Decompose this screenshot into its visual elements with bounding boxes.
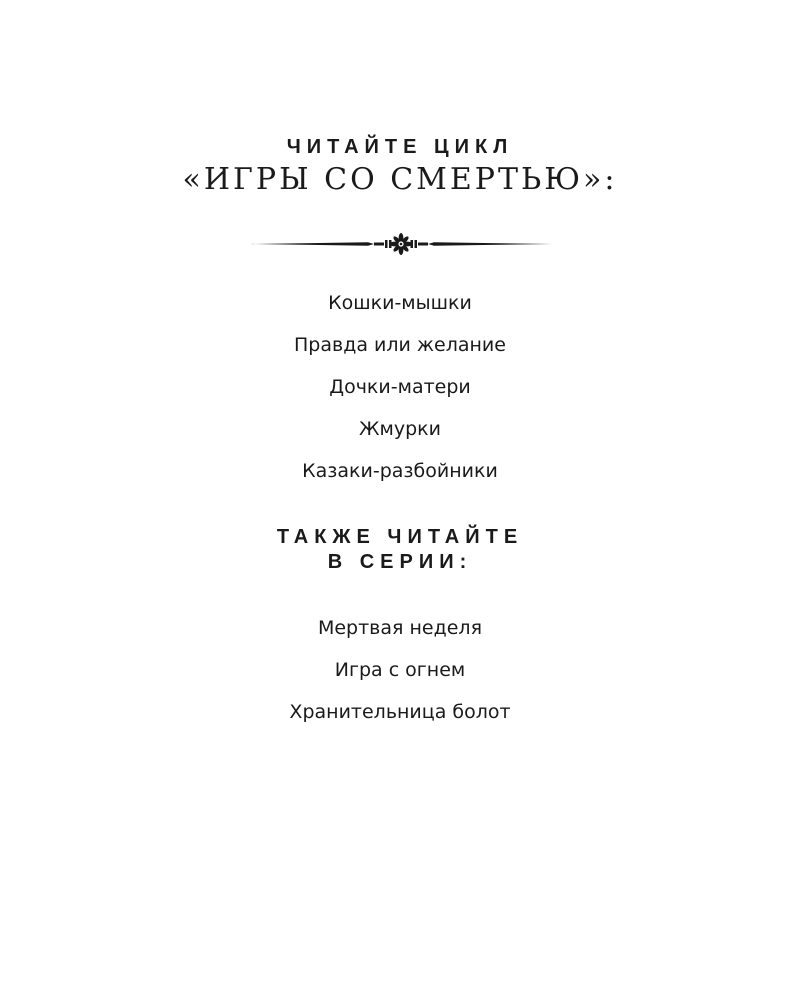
book-title: Мертвая неделя xyxy=(317,617,483,639)
series-title: «ИГРЫ СО СМЕРТЬЮ»: xyxy=(182,162,618,197)
book-title: Казаки-разбойники xyxy=(302,460,498,482)
also-read-heading-line2: В СЕРИИ: xyxy=(327,551,473,573)
book-title: Игра с огнем xyxy=(334,659,466,681)
book-title: Дочки-матери xyxy=(329,376,471,398)
flower-divider-icon xyxy=(248,232,554,256)
series-book-list xyxy=(0,607,800,733)
book-title: Кошки-мышки xyxy=(328,292,472,314)
book-title: Правда или желание xyxy=(294,334,506,356)
book-title: Жмурки xyxy=(359,418,441,440)
book-title: Хранительница болот xyxy=(289,701,511,723)
cycle-heading: ЧИТАЙТЕ ЦИКЛ xyxy=(286,136,514,158)
cycle-book-list xyxy=(0,282,800,492)
also-read-heading xyxy=(0,525,800,575)
also-read-heading-line1: ТАКЖЕ ЧИТАЙТЕ xyxy=(276,526,524,548)
